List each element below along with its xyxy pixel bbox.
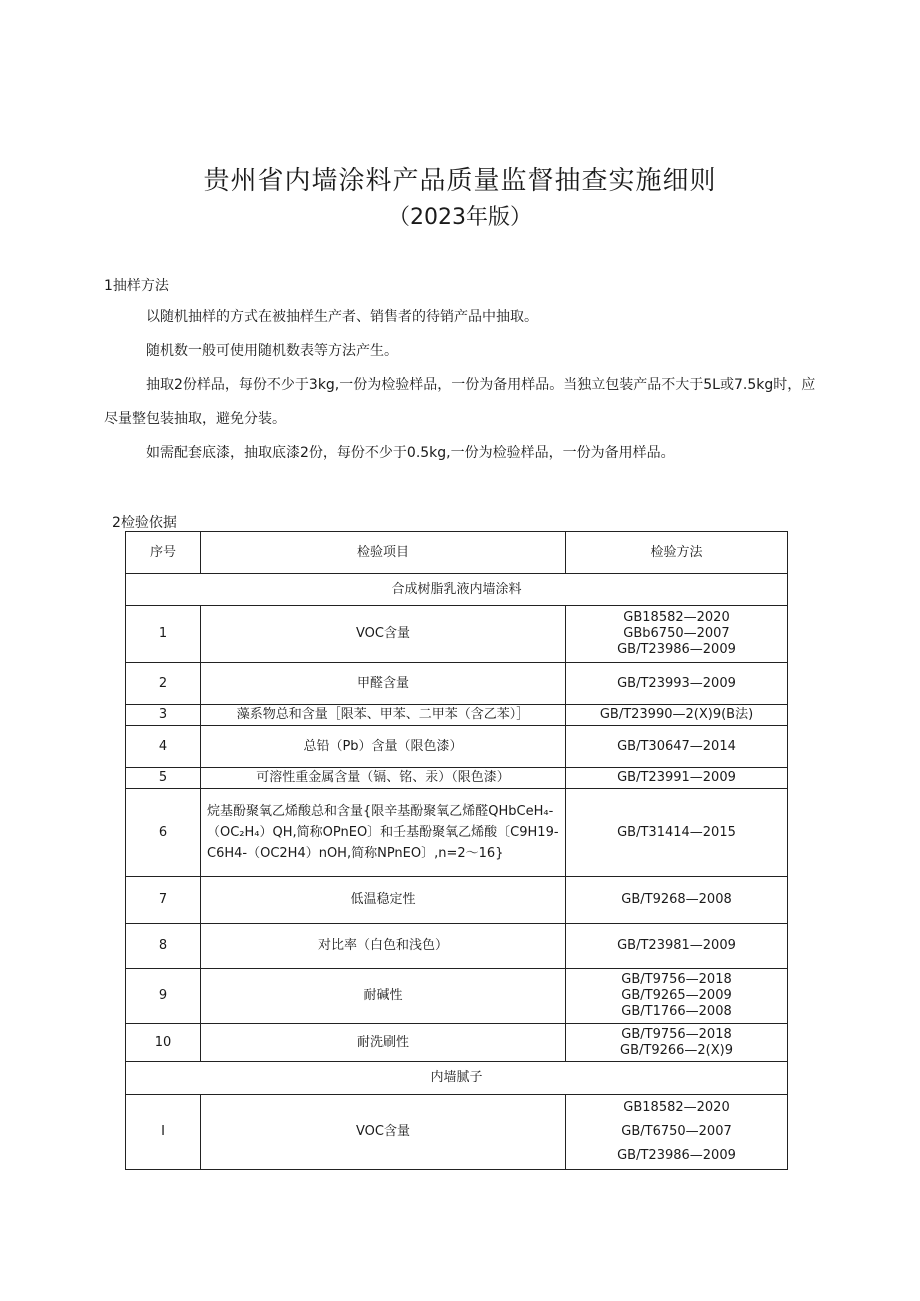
method: GB/T6750—2007 xyxy=(621,1124,732,1139)
method: GB/T30647—2014 xyxy=(617,738,736,754)
row-item: 甲醛含量 xyxy=(201,663,566,705)
method: GBb6750—2007 xyxy=(623,626,730,641)
method: GB/T9268—2008 xyxy=(621,892,732,907)
inspection-table xyxy=(125,531,788,1170)
row-item: VOC含量 xyxy=(201,606,566,663)
row-no: 9 xyxy=(126,969,201,1024)
row-methods xyxy=(566,726,788,768)
row-methods xyxy=(566,969,788,1024)
row-methods xyxy=(566,789,788,877)
section-2-heading: 2检验依据 xyxy=(112,515,177,531)
method: GB/T23986—2009 xyxy=(617,642,736,657)
table-row xyxy=(126,877,788,924)
group-title: 合成树脂乳液内墙涂料 xyxy=(126,574,788,606)
row-methods xyxy=(566,1095,788,1170)
row-no: 10 xyxy=(126,1024,201,1062)
section-1-body xyxy=(104,300,816,470)
method: GB18582—2020 xyxy=(623,1100,730,1115)
method: GB/T31414—2015 xyxy=(617,824,736,840)
method: GB/T9756—2018 xyxy=(621,1026,732,1042)
table-header-row xyxy=(126,532,788,574)
paragraph: 以随机抽样的方式在被抽样生产者、销售者的待销产品中抽取。 xyxy=(146,309,538,325)
row-methods xyxy=(566,663,788,705)
row-no: 5 xyxy=(126,768,201,789)
table-row xyxy=(126,789,788,877)
row-no: 8 xyxy=(126,924,201,969)
table-row xyxy=(126,1095,788,1170)
row-no: 2 xyxy=(126,663,201,705)
paragraph: 抽取2份样品，每份不少于3kg,一份为检验样品，一份为备用样品。当独立包装产品不大于5L或7.5kg时，应尽量整包装抽取，避免分装。 xyxy=(104,377,816,427)
row-no: 7 xyxy=(126,877,201,924)
row-item: 耐碱性 xyxy=(201,969,566,1024)
row-item: 总铅（Pb）含量（限色漆） xyxy=(201,726,566,768)
header-item: 检验项目 xyxy=(201,532,566,574)
paragraph: 如需配套底漆，抽取底漆2份，每份不少于0.5kg,一份为检验样品，一份为备用样品。 xyxy=(146,445,675,461)
method: GB/T23993—2009 xyxy=(617,675,736,691)
method: GB/T9756—2018 xyxy=(621,972,732,987)
method: GB/T23981—2009 xyxy=(617,938,736,953)
row-no: 1 xyxy=(126,606,201,663)
document-subtitle: （2023年版） xyxy=(388,205,532,230)
row-methods xyxy=(566,606,788,663)
row-item: 藻系物总和含量［限苯、甲苯、二甲苯（含乙苯）］ xyxy=(201,705,566,726)
paragraph: 随机数一般可使用随机数表等方法产生。 xyxy=(146,343,398,359)
method: GB/T23990—2(X)9(B法) xyxy=(599,707,754,722)
row-item: 耐洗刷性 xyxy=(201,1024,566,1062)
row-methods xyxy=(566,924,788,969)
table-row xyxy=(126,969,788,1024)
section-1-heading: 1抽样方法 xyxy=(104,278,169,294)
row-item: 烷基酚聚氧乙烯酸总和含量{限辛基酚聚氧乙烯醛QHbCeH₄-（OC₂H₄）QH,简称OPnEO〕和壬基酚聚氧乙烯酸〔C9H19-C6H4-（OC2H4）nOH,简称NPnEO〕,n=2～16} xyxy=(201,789,566,877)
method: GB/T23991—2009 xyxy=(617,770,736,785)
row-methods xyxy=(566,768,788,789)
table-row xyxy=(126,606,788,663)
row-methods xyxy=(566,705,788,726)
table-row xyxy=(126,768,788,789)
group-title: 内墙腻子 xyxy=(126,1062,788,1095)
row-methods xyxy=(566,877,788,924)
row-no: 4 xyxy=(126,726,201,768)
row-no: 3 xyxy=(126,705,201,726)
method: GB/T9266—2(X)9 xyxy=(620,1042,733,1058)
row-no: I xyxy=(126,1095,201,1170)
header-no: 序号 xyxy=(126,532,201,574)
row-methods xyxy=(566,1024,788,1062)
method: GB/T23986—2009 xyxy=(617,1148,736,1163)
group-row xyxy=(126,574,788,606)
row-item: 低温稳定性 xyxy=(201,877,566,924)
row-no: 6 xyxy=(126,789,201,877)
row-item: VOC含量 xyxy=(201,1095,566,1170)
header-method: 检验方法 xyxy=(566,532,788,574)
table-row xyxy=(126,705,788,726)
table-row xyxy=(126,1024,788,1062)
method: GB/T1766—2008 xyxy=(621,1004,732,1019)
row-item: 可溶性重金属含量（镉、铭、汞）（限色漆） xyxy=(201,768,566,789)
table-row xyxy=(126,726,788,768)
document-title: 贵州省内墙涂料产品质量监督抽查实施细则 xyxy=(203,166,717,196)
table-row xyxy=(126,663,788,705)
method: GB18582—2020 xyxy=(623,610,730,625)
row-item: 对比率（白色和浅色） xyxy=(201,924,566,969)
method: GB/T9265—2009 xyxy=(621,988,732,1003)
table-row xyxy=(126,924,788,969)
group-row xyxy=(126,1062,788,1095)
